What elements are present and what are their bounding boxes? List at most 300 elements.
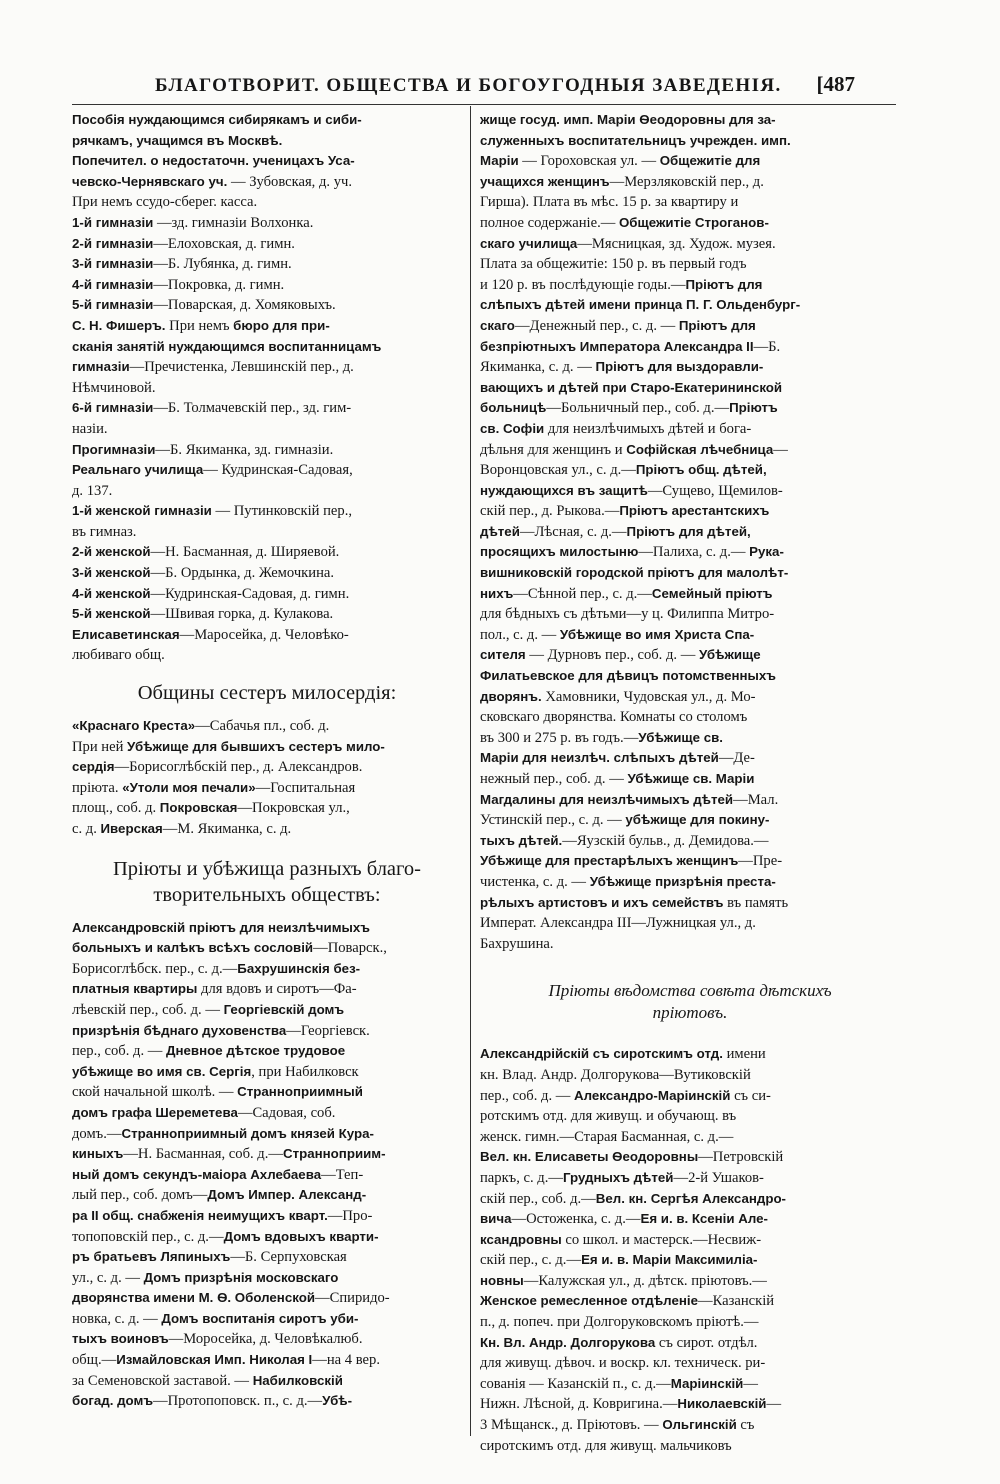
text-line	[72, 737, 462, 758]
text-line	[480, 1250, 900, 1271]
text-line	[480, 378, 900, 399]
entry-name: Кн. Вл. Андр. Долгорукова	[480, 1334, 656, 1350]
entry-name: безпріютныхъ Императора Александра II	[480, 338, 754, 354]
entry-text: Воронцовская ул., с. д.—	[480, 462, 636, 479]
entry-text: Императ. Александра III—Лужницкая ул., д.	[480, 915, 756, 932]
text-line	[480, 275, 900, 296]
text-line	[72, 563, 462, 584]
entry-text: —Пре-	[738, 853, 783, 870]
text-line	[480, 625, 900, 646]
entry-text: Борисоглѣбск. пер., с. д.—	[72, 960, 238, 977]
text-line	[72, 295, 462, 316]
entry-name: Убѣжище св. Маріи	[627, 771, 755, 786]
text-line	[480, 1065, 900, 1086]
entry-name: Общежитіе Строганов-	[618, 214, 769, 230]
entry-name: Пріютъ общ. дѣтей,	[635, 462, 767, 478]
text-line	[480, 419, 900, 440]
entry-text: —Кудринская-Садовая, д. гимн.	[150, 585, 350, 602]
entry-text: —Спиридо-	[315, 1290, 390, 1307]
entry-text: топоповскій пер., с. д.—	[72, 1228, 224, 1245]
entry-text: —Маросейка, д. Человѣко-	[179, 626, 349, 643]
text-line	[480, 934, 900, 955]
entry-name: богад. домъ	[72, 1393, 154, 1409]
entry-text: п., д. попеч. при Долгоруковскомъ пріютѣ.—	[480, 1314, 759, 1331]
entry-name: Убѣжище	[698, 647, 761, 663]
entry-name: Ея и. в. Ксеніи Але-	[640, 1211, 768, 1227]
entry-text: сованія — Казанскій п., с. д.—	[480, 1375, 671, 1392]
entry-name: жище госуд. имп. Маріи Ѳеодоровны для за-	[480, 112, 776, 127]
entry-text: лѣевскій пер., соб. д. —	[72, 1001, 224, 1018]
entry-text: для живущ. дѣвоч. и воскр. кл. техническ. ри-	[480, 1355, 766, 1372]
entry-name: Дневное дѣтское трудовое	[166, 1043, 346, 1059]
entry-text: сиротскимъ отд. для живущ. мальчиковъ	[480, 1437, 732, 1454]
text-line	[480, 1189, 900, 1210]
text-line	[480, 1168, 900, 1189]
entry-name: Попечител. о недостаточн. ученицахъ Уса-	[72, 153, 355, 169]
entry-text: —Борисоглѣбскій пер., д. Александров.	[114, 759, 363, 776]
entry-text: —Яузскій бульв., д. Демидова.—	[562, 832, 769, 849]
text-line	[480, 542, 900, 563]
entry-name: 5-й женской	[72, 606, 151, 622]
entry-name: Грудныхъ дѣтей	[562, 1169, 674, 1185]
section-heading-sisters-of-mercy: Общины сестеръ милосердія:	[137, 682, 397, 705]
entry-name: Пріютъ	[729, 400, 778, 416]
text-line	[72, 1206, 462, 1227]
text-line	[72, 151, 462, 172]
entry-name: Убѣ-	[322, 1393, 353, 1409]
entry-text: —Б. Толмачевскій пер., зд. гим-	[153, 400, 352, 417]
entry-name: ный домъ секундъ-маіора Ахлебаева	[72, 1166, 322, 1182]
entry-text: —Георгіевск.	[286, 1022, 370, 1039]
entry-name: 5-й гимназіи	[72, 297, 154, 313]
text-line	[72, 460, 462, 481]
text-line	[72, 357, 462, 378]
right-entries-1	[480, 110, 900, 954]
section-heading-council-line2: пріютовъ.	[652, 1003, 728, 1023]
entry-text: съ	[736, 1417, 755, 1434]
entry-name: тыхъ дѣтей.	[480, 832, 563, 848]
running-title: БЛАГОТВОРИТ. ОБЩЕСТВА И БОГОУГОДНЫЯ ЗАВЕДЕНІЯ.	[155, 75, 782, 96]
entry-name: Пріютъ для	[678, 317, 756, 333]
page-number: [487	[816, 72, 855, 96]
column-divider	[470, 106, 471, 1436]
entry-text: Гирша). Плата въ мѣс. 15 р. за квартиру и	[480, 194, 739, 211]
entry-text: пер., соб. д. —	[480, 1087, 574, 1104]
text-line	[72, 1144, 462, 1165]
right-column	[480, 110, 900, 1456]
text-line	[480, 1106, 900, 1127]
entry-name: Убѣжище для бывшихъ сестеръ мило-	[127, 738, 385, 754]
entry-text: въ гимназ.	[72, 523, 137, 540]
entry-name: Вел. кн. Елисаветы Ѳеодоровны	[480, 1149, 699, 1165]
entry-name: скаго	[480, 317, 515, 333]
text-line	[72, 1247, 462, 1268]
entry-text: паркъ, с. д.—	[480, 1169, 563, 1186]
entry-name: «Утоли моя печали»	[122, 779, 256, 795]
text-line	[480, 666, 900, 687]
entry-text: — Дурновъ пер., соб. д. —	[525, 647, 699, 664]
entry-text: —Моросейка, д. Человѣкалюб.	[168, 1331, 363, 1348]
entry-name: убѣжище для покину-	[625, 812, 770, 828]
entry-name: 6-й гимназіи	[72, 400, 154, 416]
entry-name: ксандровны	[480, 1231, 562, 1247]
entry-name: Общежитіе для	[659, 153, 761, 169]
header-rule	[72, 104, 896, 105]
entry-text: и 120 р. въ послѣдующіе годы.—	[480, 276, 686, 293]
text-line	[72, 1288, 462, 1309]
entry-name: Александрійскій съ сиротскимъ отд.	[480, 1046, 723, 1062]
text-line	[72, 398, 462, 419]
text-line	[480, 1127, 900, 1148]
entry-name: Реальнаго училища	[72, 462, 204, 478]
entry-text: —Садовая, соб.	[237, 1104, 336, 1121]
entry-text: —Де-	[718, 750, 755, 767]
left-entries-1	[72, 110, 462, 666]
text-line	[72, 1391, 462, 1412]
entry-name: Домъ воспитанія сиротъ уби-	[161, 1310, 359, 1326]
text-line	[72, 604, 462, 625]
entry-name: домъ графа Шереметева	[72, 1104, 238, 1120]
text-line	[72, 1124, 462, 1145]
text-line	[72, 1103, 462, 1124]
entry-name: Домъ вдовыхъ кварти-	[223, 1228, 379, 1244]
entry-name: призрѣнія бѣднаго духовенства	[72, 1022, 287, 1038]
entry-name: ра II общ. снабженія неимущихъ кварт.	[72, 1207, 328, 1223]
entry-name: Ея и. в. Маріи Максимиліа-	[581, 1252, 758, 1268]
text-line	[72, 131, 462, 152]
entry-text: —Б.	[753, 338, 781, 355]
entry-name: Странноприимный домъ князей Кура-	[121, 1125, 374, 1141]
text-line	[480, 1436, 900, 1457]
entry-name: Домъ призрѣнія московскаго	[143, 1269, 339, 1285]
entry-text: имени	[722, 1046, 766, 1063]
entry-text: —Б. Ордынка, д. Жемочкина.	[150, 565, 335, 582]
section-heading-shelters-line2: творительныхъ обществъ:	[153, 883, 381, 906]
section-heading-council-line1: Пріюты вѣдомства совѣта дѣтскихъ	[548, 981, 832, 1001]
entry-name: 1-й женской гимназіи	[72, 503, 212, 519]
text-line	[72, 1371, 462, 1392]
text-line	[72, 798, 462, 819]
entry-text: —Больничный пер., соб. д.—	[546, 400, 730, 417]
entry-text: —Госпитальная	[255, 779, 356, 796]
text-line	[72, 584, 462, 605]
entry-name: Измайловская Имп. Николая I	[116, 1352, 313, 1368]
entry-text: Якиманка, с. д. —	[480, 359, 596, 376]
text-line	[72, 481, 462, 502]
entry-name: 3-й женской	[72, 565, 151, 581]
entry-name: Георгіевскій домъ	[223, 1001, 345, 1017]
text-line	[72, 625, 462, 646]
left-entries-2	[72, 716, 462, 840]
entry-name: Софійская лѣчебница	[626, 441, 774, 457]
entry-text: пер., соб. д. —	[72, 1043, 166, 1060]
entry-name: тыхъ воиновъ	[72, 1331, 169, 1347]
entry-text: —Б. Якиманка, зд. гимназіи.	[155, 441, 334, 458]
entry-text: —Н. Басманная, д. Ширяевой.	[150, 544, 340, 561]
text-line	[480, 357, 900, 378]
entry-text: скій пер., соб. д.—	[480, 1190, 596, 1207]
text-line	[480, 337, 900, 358]
text-line	[480, 913, 900, 934]
entry-text: полное содержаніе.—	[480, 214, 619, 231]
text-line	[480, 481, 900, 502]
text-line	[480, 1209, 900, 1230]
entry-name: Вел. кн. Сергѣя Александро-	[595, 1190, 786, 1206]
entry-text: —М. Якиманка, с. д.	[162, 821, 292, 837]
text-line	[72, 337, 462, 358]
text-line	[72, 1227, 462, 1248]
text-line	[72, 1185, 462, 1206]
entry-name: рячкамъ, учащимся въ Москвѣ.	[72, 132, 283, 148]
entry-name: 2-й гимназіи	[72, 235, 154, 251]
text-line	[480, 295, 900, 316]
entry-name: Семейный пріютъ	[651, 585, 773, 601]
text-line	[480, 398, 900, 419]
entry-name: Маріи	[480, 153, 519, 169]
entry-name: дворянъ.	[480, 688, 542, 704]
entry-name: Пріютъ для	[685, 276, 763, 292]
entry-text: Плата за общежитіе: 150 р. въ первый годъ	[480, 256, 747, 273]
text-line	[480, 213, 900, 234]
entry-text: —Мерзляковскій пер., д.	[609, 173, 764, 190]
entry-text: —зд. гимназіи Волхонка.	[153, 214, 314, 231]
text-line	[72, 979, 462, 1000]
entry-name: вича	[480, 1211, 512, 1227]
entry-text: Бахрушина.	[480, 935, 554, 952]
section-heading-shelters-line1: Пріюты и убѣжища разныхъ благо-	[112, 857, 422, 880]
entry-name: платныя квартиры	[72, 981, 198, 997]
text-line	[72, 316, 462, 337]
entry-name: Пріютъ для дѣтей,	[626, 523, 751, 539]
entry-text: —Сѣнной пер., с. д.—	[513, 585, 652, 602]
text-line	[480, 790, 900, 811]
entry-text: При немъ	[165, 317, 234, 334]
entry-text: —Мясницкая, зд. Худож. музея.	[577, 235, 776, 252]
entry-text: — Зубовская, д. уч.	[227, 173, 352, 190]
entry-text: ской начальной школѣ. —	[72, 1084, 238, 1101]
entry-name: Убѣжище св.	[638, 729, 723, 745]
entry-text: общ.—	[72, 1352, 117, 1369]
text-line	[480, 1044, 900, 1065]
text-line	[72, 1268, 462, 1289]
entry-text: —Палиха, с. д.—	[638, 544, 750, 561]
entry-text: — Путинковскій пер.,	[211, 503, 352, 520]
entry-text: —Покровская ул.,	[237, 800, 350, 817]
text-line	[480, 851, 900, 872]
running-header	[155, 72, 855, 104]
text-line	[480, 110, 900, 131]
text-line	[72, 1165, 462, 1186]
entry-text: —Сабачья пл., соб. д.	[195, 718, 330, 735]
text-line	[480, 893, 900, 914]
text-line	[480, 172, 900, 193]
text-line	[72, 1329, 462, 1350]
text-line	[480, 254, 900, 275]
entry-name: Николаевскій	[677, 1396, 767, 1412]
entry-text: —на 4 вер.	[312, 1352, 380, 1369]
text-line	[480, 1291, 900, 1312]
left-column	[72, 110, 462, 1412]
text-line	[72, 1309, 462, 1330]
entry-text: для вдовъ и сиротъ—Фа-	[197, 981, 357, 998]
text-line	[72, 254, 462, 275]
entry-name: Ольгинскій	[662, 1417, 737, 1433]
entry-name: сердія	[72, 759, 115, 775]
entry-name: убѣжище во имя св. Сергія	[72, 1063, 252, 1079]
entry-text: —Швивая горка, д. Кулакова.	[150, 606, 334, 623]
entry-name: чевско-Чернявскаго уч.	[72, 173, 228, 189]
entry-text: —Покровка, д. гимн.	[153, 276, 285, 293]
entry-text: —Б. Лубянка, д. гимн.	[153, 256, 292, 273]
text-line	[72, 172, 462, 193]
entry-text: скій пер., с. д.—	[480, 1252, 582, 1269]
entry-text: для бѣдныхъ съ дѣтьми—у ц. Филиппа Митро-	[480, 606, 775, 623]
entry-text: —2-й Ушаков-	[673, 1169, 764, 1186]
right-entries-2	[480, 1044, 900, 1456]
entry-text: лый пер., соб. домъ—	[72, 1187, 208, 1204]
text-line	[480, 1415, 900, 1436]
entry-text: кн. Влад. Андр. Долгорукова—Вутиковскій	[480, 1066, 751, 1083]
entry-text: —	[766, 1396, 782, 1413]
entry-name: Александро-Маріинскій	[574, 1087, 731, 1103]
entry-name: 4-й гимназіи	[72, 276, 154, 292]
entry-name: больницѣ	[480, 400, 547, 416]
entry-name: учащихся женщинъ	[480, 173, 610, 189]
entry-name: нихъ	[480, 585, 514, 601]
entry-text: —Про-	[327, 1207, 373, 1224]
entry-name: Пріютъ для выздоравли-	[595, 359, 764, 375]
text-line	[480, 707, 900, 728]
text-line	[480, 769, 900, 790]
text-line	[72, 501, 462, 522]
text-line	[72, 959, 462, 980]
entry-text: —Сущево, Щемилов-	[647, 482, 783, 499]
text-line	[480, 460, 900, 481]
entry-text: —Остоженка, с. д.—	[511, 1211, 641, 1228]
entry-text: назіи.	[72, 420, 108, 437]
text-line	[480, 563, 900, 584]
entry-name: киныхъ	[72, 1146, 124, 1162]
text-line	[480, 522, 900, 543]
entry-text: любиваго общ.	[72, 647, 165, 664]
text-line	[480, 1312, 900, 1333]
entry-text: съ сирот. отдѣл.	[655, 1334, 758, 1351]
text-line	[72, 1082, 462, 1103]
text-line	[480, 440, 900, 461]
text-line	[72, 1000, 462, 1021]
entry-name: гимназіи	[72, 359, 130, 375]
entry-name: сителя	[480, 647, 526, 663]
text-line	[72, 542, 462, 563]
text-line	[480, 151, 900, 172]
text-line	[72, 819, 462, 840]
entry-name: просящихъ милостыню	[480, 544, 639, 560]
text-line	[72, 213, 462, 234]
entry-name: Пособія нуждающимся сибирякамъ и сиби-	[72, 112, 362, 127]
entry-text: —Петровскій	[698, 1149, 784, 1166]
text-line	[480, 748, 900, 769]
entry-name: ръ братьевъ Ляпиныхъ	[72, 1249, 231, 1265]
entry-text: —Н. Басманная, соб. д.—	[123, 1146, 283, 1163]
entry-name: скаго училища	[480, 235, 578, 251]
entry-name: Домъ Импер. Александ-	[207, 1187, 367, 1203]
entry-text: При немъ ссудо-сберег. касса.	[72, 194, 258, 211]
entry-name: Магдалины для неизлѣчимыхъ дѣтей	[480, 791, 734, 807]
text-line	[72, 440, 462, 461]
text-line	[72, 378, 462, 399]
entry-text: Нѣмчиновой.	[72, 379, 156, 396]
text-line	[480, 501, 900, 522]
entry-name: Маріи для неизлѣч. слѣпыхъ дѣтей	[480, 750, 719, 766]
entry-name: Убѣжище для престарѣлыхъ женщинъ	[480, 853, 739, 869]
entry-name: 3-й гимназіи	[72, 256, 154, 272]
text-line	[72, 918, 462, 939]
text-line	[480, 316, 900, 337]
text-line	[480, 687, 900, 708]
text-line	[72, 645, 462, 666]
text-line	[72, 1350, 462, 1371]
entry-name: Женское ремесленное отдѣленіе	[480, 1293, 698, 1309]
entry-text: —Протопоповск. п., с. д.—	[153, 1393, 323, 1410]
entry-name: 1-й гимназіи	[72, 214, 154, 230]
text-line	[480, 831, 900, 852]
text-line	[72, 757, 462, 778]
entry-text: —Поварск.,	[313, 940, 387, 957]
entry-name: слѣпыхъ дѣтей имени принца П. Г. Ольденбург-	[480, 297, 801, 313]
entry-name: дѣтей	[480, 523, 520, 539]
entry-name: бюро для при-	[233, 317, 330, 333]
entry-text: Нижн. Лѣсной, д. Ковригина.—	[480, 1396, 678, 1413]
entry-name: Странноприимный	[237, 1084, 363, 1100]
entry-name: вишниковскій городской пріютъ для малолѣт-	[480, 565, 789, 581]
entry-text: При ней	[72, 738, 128, 755]
text-line	[72, 716, 462, 737]
text-line	[72, 522, 462, 543]
entry-name: С. Н. Фишеръ.	[72, 317, 166, 333]
text-line	[480, 1271, 900, 1292]
entry-name: Убѣжище во имя Христа Спа-	[559, 626, 755, 642]
entry-name: Набилковскій	[252, 1372, 343, 1388]
entry-text: —Денежный пер., с. д. —	[514, 317, 679, 334]
entry-name: дворянства имени М. Ѳ. Оболенской	[72, 1290, 316, 1306]
entry-name: Прогимназіи	[72, 441, 156, 457]
entry-text: —Поварская, д. Хомяковыхъ.	[153, 297, 336, 314]
text-line	[72, 938, 462, 959]
entry-text: скій пер., д. Рыкова.—	[480, 503, 620, 520]
text-line	[480, 1353, 900, 1374]
entry-text: за Семеновской заставой. —	[72, 1372, 253, 1389]
entry-text: —Елоховская, д. гимн.	[153, 235, 295, 252]
text-line	[480, 872, 900, 893]
entry-name: Александровскій пріютъ для неизлѣчимыхъ	[72, 919, 370, 935]
text-line	[72, 419, 462, 440]
entry-text: въ память	[723, 894, 789, 911]
entry-name: Странноприим-	[282, 1146, 386, 1162]
entry-name: Пріютъ арестантскихъ	[619, 503, 770, 519]
text-line	[480, 810, 900, 831]
text-line	[480, 1374, 900, 1395]
entry-text: женск. гимн.—Старая Басманная, с. д.—	[480, 1128, 734, 1145]
entry-name: Убѣжище призрѣнія преста-	[589, 873, 776, 889]
text-line	[480, 234, 900, 255]
entry-text: —Лѣсная, с. д.—	[519, 523, 627, 540]
entry-text: ротскимъ отд. для живущ. и обучающ. въ	[480, 1108, 737, 1125]
entry-name: Филатьевское для дѣвицъ потомственныхъ	[480, 668, 776, 684]
entry-text: —Б. Серпуховская	[230, 1249, 347, 1266]
entry-text: нежный пер., соб. д. —	[480, 771, 628, 787]
text-line	[480, 1333, 900, 1354]
entry-text: со школ. и мастерск.—Несвиж-	[561, 1231, 762, 1248]
